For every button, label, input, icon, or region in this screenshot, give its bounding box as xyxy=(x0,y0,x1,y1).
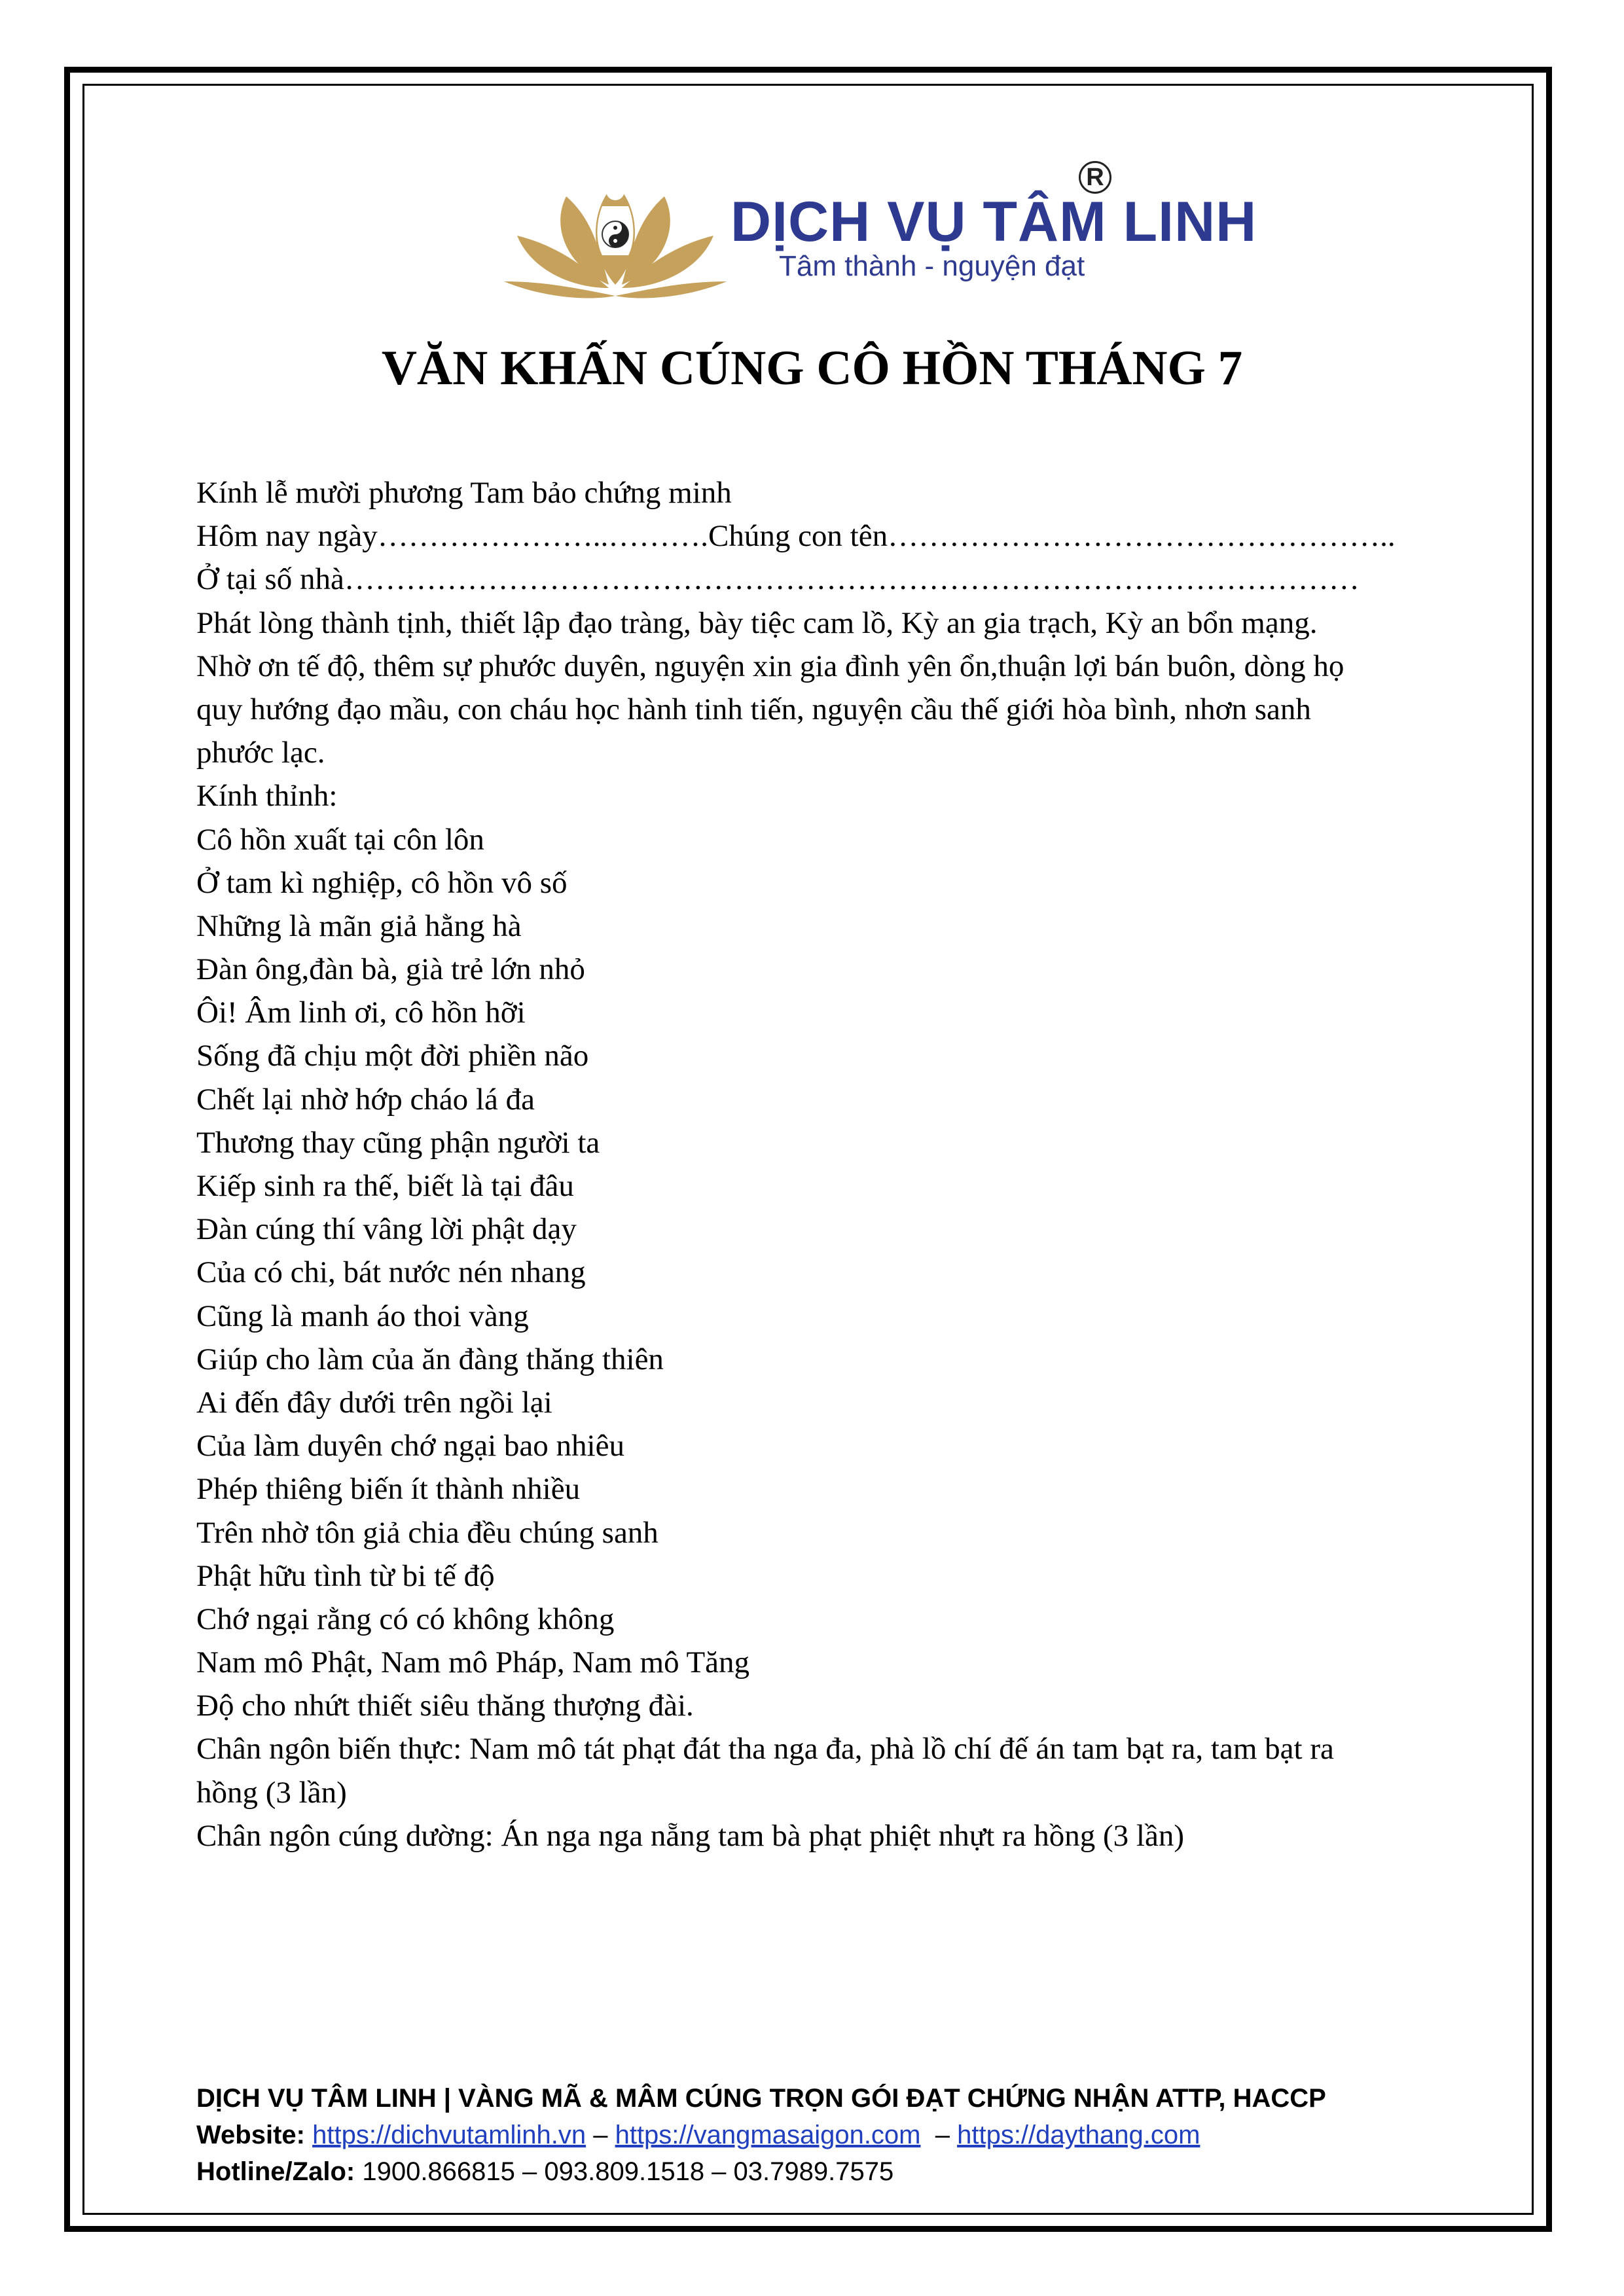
text-line: Kiếp sinh ra thế, biết là tại đâu xyxy=(196,1169,574,1203)
text-line: Ở tại số nhà……………………………………………………………………………………… xyxy=(196,562,1360,597)
text-line: Độ cho nhứt thiết siêu thăng thượng đài. xyxy=(196,1689,694,1723)
brand-tagline: Tâm thành - nguyện đạt xyxy=(779,250,1085,282)
page-footer xyxy=(196,2080,1440,2190)
text-line: Cũng là manh áo thoi vàng xyxy=(196,1299,529,1333)
text-line: Giúp cho làm của ăn đàng thăng thiên xyxy=(196,1342,664,1376)
text-line: Thương thay cũng phận người ta xyxy=(196,1125,600,1160)
website-link-vangmasaigon[interactable]: https://vangmasaigon.com xyxy=(615,2121,921,2149)
brand-name: DỊCH VỤ TÂM LINH xyxy=(731,190,1257,253)
hotline-numbers: 1900.866815 – 093.809.1518 – 03.7989.7575 xyxy=(355,2157,894,2186)
text-line: Chân ngôn cúng dường: Án nga nga nẵng tam bà phạt phiệt nhựt ra hồng (3 lần) xyxy=(196,1818,1184,1853)
brand-logo xyxy=(504,157,1257,308)
website-label: Website: xyxy=(196,2121,305,2149)
lotus-meditation-icon xyxy=(504,157,727,308)
text-line: Phép thiêng biến ít thành nhiều xyxy=(196,1472,581,1507)
hotline-label: Hotline/Zalo: xyxy=(196,2157,355,2186)
text-line: Ở tam kì nghiệp, cô hồn vô số xyxy=(196,865,568,900)
text-line: quy hướng đạo mầu, con cháu học hành tinh tiến, nguyện cầu thế giới hòa bình, nhơn sanh xyxy=(196,692,1311,726)
text-line: Ai đến đây dưới trên ngồi lại xyxy=(196,1385,552,1420)
text-line: Phát lòng thành tịnh, thiết lập đạo tràng, bày tiệc cam lồ, Kỳ an gia trạch, Kỳ an bổn mạng. xyxy=(196,605,1318,640)
footer-headline: DỊCH VỤ TÂM LINH | VÀNG MÃ & MÂM CÚNG TRỌN GÓI ĐẠT CHỨNG NHẬN ATTP, HACCP xyxy=(196,2084,1326,2113)
text-line: Sống đã chịu một đời phiền não xyxy=(196,1039,589,1073)
text-line: Phật hữu tình từ bi tế độ xyxy=(196,1558,495,1593)
text-line: Của có chi, bát nước nén nhang xyxy=(196,1255,586,1290)
link-separator: – xyxy=(586,2121,615,2149)
text-line: Chân ngôn biến thực: Nam mô tát phạt đát tha nga đa, phà lồ chí đế án tam bạt ra, tam bạt ra xyxy=(196,1732,1334,1767)
text-line: Nhờ ơn tế độ, thêm sự phước duyên, nguyện xin gia đình yên ổn,thuận lợi bán buôn, dòng họ xyxy=(196,649,1344,683)
website-link-daythang[interactable]: https://daythang.com xyxy=(957,2121,1200,2149)
text-line: Hôm nay ngày…………………..……….Chúng con tên………………………………………….. xyxy=(196,519,1396,554)
text-line: phước lạc. xyxy=(196,736,325,770)
document-title: VĂN KHẤN CÚNG CÔ HỒN THÁNG 7 xyxy=(381,341,1243,395)
text-line: Trên nhờ tôn giả chia đều chúng sanh xyxy=(196,1515,659,1550)
text-line: Đàn cúng thí vâng lời phật dạy xyxy=(196,1212,577,1247)
text-line: hồng (3 lần) xyxy=(196,1775,347,1810)
link-separator: – xyxy=(920,2121,958,2149)
text-line: Nam mô Phật, Nam mô Pháp, Nam mô Tăng xyxy=(196,1645,750,1680)
text-line: Cô hồn xuất tại côn lôn xyxy=(196,822,484,857)
registered-mark-icon: R xyxy=(1079,161,1111,194)
text-line: Của làm duyên chớ ngại bao nhiêu xyxy=(196,1429,624,1463)
text-line: Chết lại nhờ hớp cháo lá đa xyxy=(196,1082,535,1117)
text-line: Kính lễ mười phương Tam bảo chứng minh xyxy=(196,476,732,510)
text-line: Ôi! Âm linh ơi, cô hồn hỡi xyxy=(196,996,526,1030)
text-line: Những là mãn giả hằng hà xyxy=(196,908,522,943)
text-line: Đàn ông,đàn bà, già trẻ lớn nhỏ xyxy=(196,952,585,987)
text-line: Kính thỉnh: xyxy=(196,779,338,814)
website-link-dichvutamlinh[interactable]: https://dichvutamlinh.vn xyxy=(312,2121,586,2149)
text-line: Chớ ngại rằng có có không không xyxy=(196,1602,615,1636)
prayer-text xyxy=(196,471,1440,1857)
